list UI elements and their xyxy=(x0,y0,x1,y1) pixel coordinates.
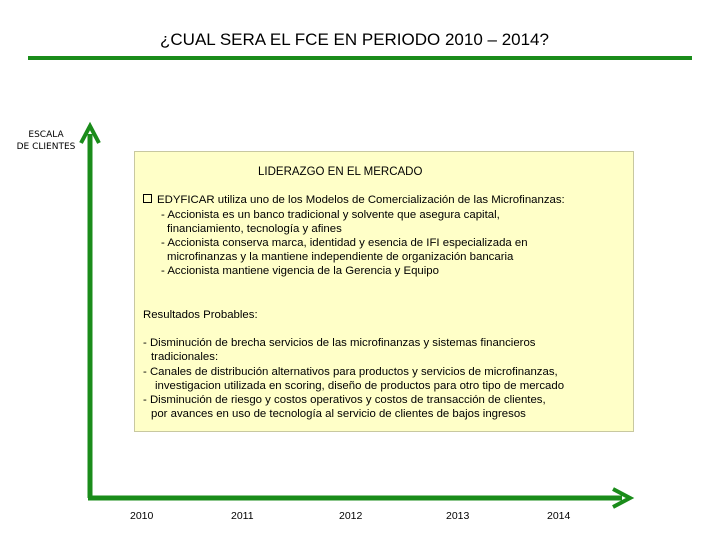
slide-title: ¿CUAL SERA EL FCE EN PERIODO 2010 – 2014? xyxy=(160,30,549,49)
detail-line-3: - Accionista conserva marca, identidad y esencia de IFI especializada en xyxy=(161,237,528,249)
detail-line-1: - Accionista es un banco tradicional y solvente que asegura capital, xyxy=(161,209,500,221)
year-label-2014: 2014 xyxy=(547,510,571,522)
year-label-2010: 2010 xyxy=(130,510,154,522)
lead-line xyxy=(143,194,565,206)
result-line-2: tradicionales: xyxy=(151,351,219,363)
result-line-3: - Canales de distribución alternativos para productos y servicios de microfinanzas, xyxy=(143,366,558,378)
content-box xyxy=(134,151,634,432)
y-axis-label-line-2: DE CLIENTES xyxy=(16,142,76,152)
result-line-6: por avances en uso de tecnología al servicio de clientes de bajos ingresos xyxy=(151,408,526,420)
checkbox-bullet-icon xyxy=(143,194,152,203)
results-heading: Resultados Probables: xyxy=(143,309,258,321)
detail-line-5: - Accionista mantiene vigencia de la Gerencia y Equipo xyxy=(161,265,439,277)
year-label-2013: 2013 xyxy=(446,510,470,522)
box-heading: LIDERAZGO EN EL MERCADO xyxy=(258,166,423,178)
lead-text: EDYFICAR utiliza uno de los Modelos de Comercialización de las Microfinanzas: xyxy=(157,194,565,206)
result-line-5: - Disminución de riesgo y costos operativos y costos de transacción de clientes, xyxy=(143,394,546,406)
detail-line-4: microfinanzas y la mantiene independiente de organización bancaria xyxy=(167,251,514,263)
detail-line-2: financiamiento, tecnología y afines xyxy=(167,223,342,235)
year-label-2011: 2011 xyxy=(231,510,254,522)
year-label-2012: 2012 xyxy=(339,510,363,522)
result-line-4: investigacion utilizada en scoring, diseño de productos para otro tipo de mercado xyxy=(155,380,565,392)
y-axis-label-line-1: ESCALA xyxy=(28,130,64,140)
result-line-1: - Disminución de brecha servicios de las microfinanzas y sistemas financieros xyxy=(143,337,536,349)
